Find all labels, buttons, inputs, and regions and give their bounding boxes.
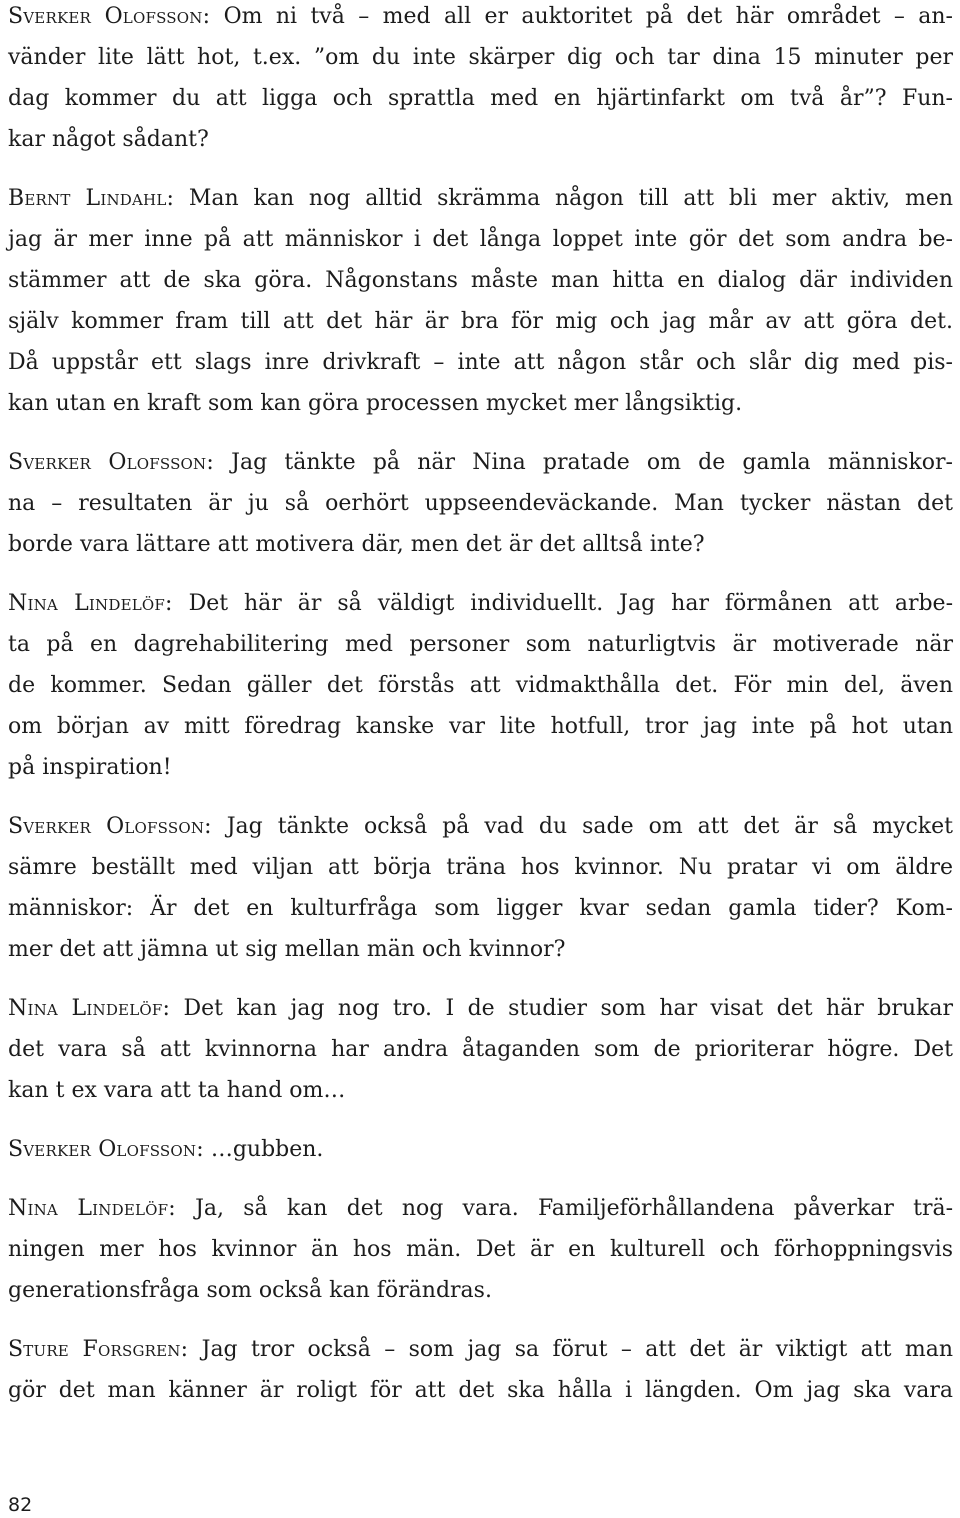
text-line: stämmer att de ska göra. Någonstans måste man hitta en dialog där individen	[8, 268, 953, 293]
dialogue-paragraph	[8, 988, 953, 1111]
speaker-name: Sverker Olofsson:	[8, 814, 212, 839]
dialogue-paragraph	[8, 583, 953, 788]
page-number: 82	[8, 1494, 33, 1516]
dialogue-paragraph	[8, 178, 953, 424]
text-line: kan utan en kraft som kan göra processen mycket mer långsiktig.	[8, 391, 743, 416]
text-line	[8, 806, 953, 847]
speaker-name: Nina Lindelöf:	[8, 996, 171, 1021]
text-line: det vara så att kvinnorna har andra åtaganden som de prioriterar högre. Det	[8, 1037, 953, 1062]
text-line	[8, 1329, 953, 1370]
speaker-name: Nina Lindelöf:	[8, 1196, 176, 1221]
text-line: gör det man känner är roligt för att det ska hålla i längden. Om jag ska vara	[8, 1378, 953, 1403]
line-text: Jag tänkte också på vad du sade om att det är så mycket	[226, 814, 953, 839]
line-text: Det kan jag nog tro. I de studier som har visat det här brukar	[183, 996, 954, 1021]
dialogue-paragraph	[8, 0, 953, 160]
line-text: …gubben.	[210, 1137, 324, 1162]
text-line	[8, 1129, 953, 1170]
dialogue-paragraph	[8, 806, 953, 970]
text-line: dag kommer du att ligga och sprattla med en hjärtinfarkt om två år”? Fun-	[8, 86, 953, 111]
text-line: själv kommer fram till att det här är bra för mig och jag mår av att göra det.	[8, 309, 953, 334]
line-text: Man kan nog alltid skrämma någon till att bli mer aktiv, men	[188, 186, 954, 211]
line-text: Det här är så väldigt individuellt. Jag har förmånen att arbe-	[188, 591, 954, 616]
text-line: sämre beställt med viljan att börja träna hos kvinnor. Nu pratar vi om äldre	[8, 855, 953, 880]
speaker-name: Sverker Olofsson:	[8, 4, 211, 29]
line-text: Ja, så kan det nog vara. Familjeförhållandena påverkar trä-	[195, 1196, 954, 1221]
text-line	[8, 988, 953, 1029]
text-line	[8, 583, 953, 624]
text-line	[8, 178, 953, 219]
text-line: Då uppstår ett slags inre drivkraft – inte att någon står och slår dig med pis-	[8, 350, 953, 375]
dialogue-paragraph	[8, 1329, 953, 1411]
dialogue-paragraph	[8, 1129, 953, 1170]
text-line: de kommer. Sedan gäller det förstås att vidmakthålla det. För min del, även	[8, 673, 953, 698]
line-text: Om ni två – med all er auktoritet på det här området – an-	[223, 4, 953, 29]
text-line: om början av mitt föredrag kanske var lite hotfull, tror jag inte på hot utan	[8, 714, 953, 739]
text-line: på inspiration!	[8, 755, 172, 780]
text-line	[8, 442, 953, 483]
text-line: borde vara lättare att motivera där, men det är det alltså inte?	[8, 532, 705, 557]
line-text: Jag tror också – som jag sa förut – att det är viktigt att man	[201, 1337, 953, 1362]
text-line: generationsfråga som också kan förändras.	[8, 1278, 492, 1303]
text-line: ningen mer hos kvinnor än hos män. Det är en kulturell och förhoppningsvis	[8, 1237, 953, 1262]
speaker-name: Sverker Olofsson:	[8, 450, 214, 475]
speaker-name: Nina Lindelöf:	[8, 591, 173, 616]
dialogue-paragraph	[8, 442, 953, 565]
text-line: na – resultaten är ju så oerhört uppseendeväckande. Man tycker nästan det	[8, 491, 953, 516]
text-line: människor: Är det en kulturfråga som ligger kvar sedan gamla tider? Kom-	[8, 896, 953, 921]
speaker-name: Bernt Lindahl:	[8, 186, 175, 211]
text-line: vänder lite lätt hot, t.ex. ”om du inte skärper dig och tar dina 15 minuter per	[8, 45, 953, 70]
dialogue-paragraph	[8, 1188, 953, 1311]
line-text: Jag tänkte på när Nina pratade om de gamla människor-	[231, 450, 953, 475]
document-page	[8, 0, 953, 1429]
text-line: ta på en dagrehabilitering med personer som naturligtvis är motiverade när	[8, 632, 953, 657]
text-line	[8, 1188, 953, 1229]
text-line: jag är mer inne på att människor i det långa loppet inte gör det som andra be-	[8, 227, 953, 252]
text-line: mer det att jämna ut sig mellan män och kvinnor?	[8, 937, 566, 962]
speaker-name: Sture Forsgren:	[8, 1337, 189, 1362]
speaker-name: Sverker Olofsson:	[8, 1137, 204, 1162]
text-line	[8, 0, 953, 37]
text-line: kar något sådant?	[8, 127, 209, 152]
text-line: kan t ex vara att ta hand om…	[8, 1078, 346, 1103]
